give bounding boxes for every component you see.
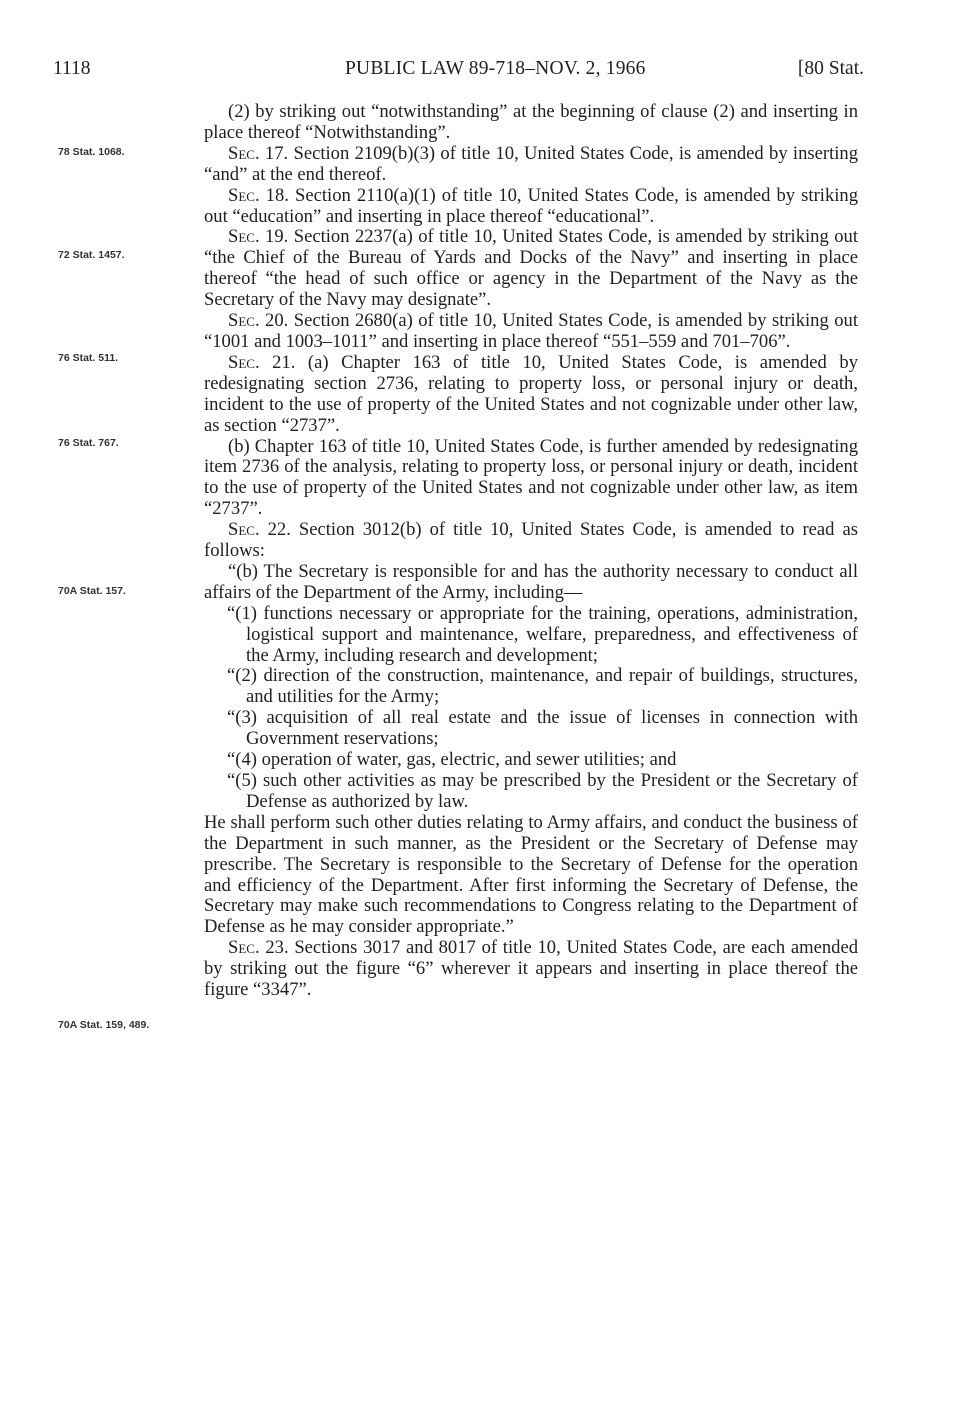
section-text: Section 2237(a) of title 10, United States Code, is amended by striking out “the Chief of the Bureau of Yards and Docks of the Navy” and inserting in place thereof “the head of such office or agency in the Department of the Navy as the Secretary of the Navy may designate”. [204,226,858,311]
section-label: Sec. 22. [228,519,291,541]
page-title: PUBLIC LAW 89-718–NOV. 2, 1966 [345,58,646,79]
list-item: “(4) operation of water, gas, electric, and sewer utilities; and [227,749,677,771]
margin-note: 70A Stat. 159, 489. [58,1019,150,1031]
section-label: Sec. 23. [228,937,289,959]
page-header [53,58,864,84]
section-21 [204,353,858,437]
section-label: Sec. 20. [228,310,289,332]
section-label: Sec. 21. [228,351,296,373]
section-text: Section 2109(b)(3) of title 10, United States Code, is amended by inserting “and” at the end thereof. [204,142,859,185]
section-22 [204,520,858,562]
list-item: “(2) direction of the construction, maintenance, and repair of buildings, structures, and utilities for the Army; [227,665,858,708]
section-label: Sec. 19. [228,226,289,248]
section-22-b: “(b) The Secretary is responsible for and has the authority necessary to conduct all affairs of the Department of the Army, including— [204,560,858,603]
section-23 [204,938,858,1001]
section-19 [204,227,858,311]
section-text: (a) Chapter 163 of title 10, United States Code, is amended by redesignating section 2736, relating to property loss, or personal injury or death, incident to the use of property of the United States and not cognizable under other law, as section “2737”. [204,351,858,436]
section-label: Sec. 18. [228,184,289,206]
list-item: “(1) functions necessary or appropriate for the training, operations, administration, logistical support and maintenance, welfare, preparedness, and effectiveness of the Army, including research and development; [227,602,858,666]
section-text: Section 2110(a)(1) of title 10, United States Code, is amended by striking out “education” and inserting in place thereof “educational”. [204,184,859,227]
section-label: Sec. 17. [228,142,289,164]
margin-note: 76 Stat. 767. [58,437,119,449]
clause-paragraph: (2) by striking out “notwithstanding” at the beginning of clause (2) and inserting in place thereof “Notwithstanding”. [204,101,858,143]
section-18 [204,186,858,228]
margin-note: 78 Stat. 1068. [58,146,125,158]
closing-paragraph: He shall perform such other duties relating to Army affairs, and conduct the business of the Department in such manner, as the President or the Secretary of Defense may prescribe. The Secretary is responsible to the Secretary of Defense for the operation and efficiency of the Department. After first informing the Secretary of Defense, the Secretary may make such recommendations to Congress relating to the Department of Defense as he may consider appropriate.” [204,811,858,938]
margin-note: 70A Stat. 157. [58,585,126,597]
margin-note: 76 Stat. 511. [58,352,119,364]
body-text [204,102,858,1001]
section-text: Section 3012(b) of title 10, United States Code, is amended to read as follows: [204,519,858,562]
statute-reference: [80 Stat. [797,58,864,79]
section-20 [204,311,858,353]
section-17 [204,144,858,186]
page-number: 1118 [53,58,91,79]
list-item: “(3) acquisition of all real estate and the issue of licenses in connection with Government reservations; [227,707,858,750]
section-text: Section 2680(a) of title 10, United States Code, is amended by striking out “1001 and 1003–1011” and inserting in place thereof “551–559 and 701–706”. [204,310,858,352]
margin-note: 72 Stat. 1457. [58,249,125,261]
section-text: Sections 3017 and 8017 of title 10, United States Code, are each amended by striking out the figure “6” wherever it appears and inserting in place thereof the figure “3347”. [204,937,858,1001]
section-21-b: (b) Chapter 163 of title 10, United States Code, is further amended by redesignating item 2736 of the analysis, relating to property loss, or personal injury or death, incident to the use of property of the United States and not cognizable under other law, as item “2737”. [204,435,858,520]
list-item: “(5) such other activities as may be prescribed by the President or the Secretary of Defense as authorized by law. [227,770,858,812]
